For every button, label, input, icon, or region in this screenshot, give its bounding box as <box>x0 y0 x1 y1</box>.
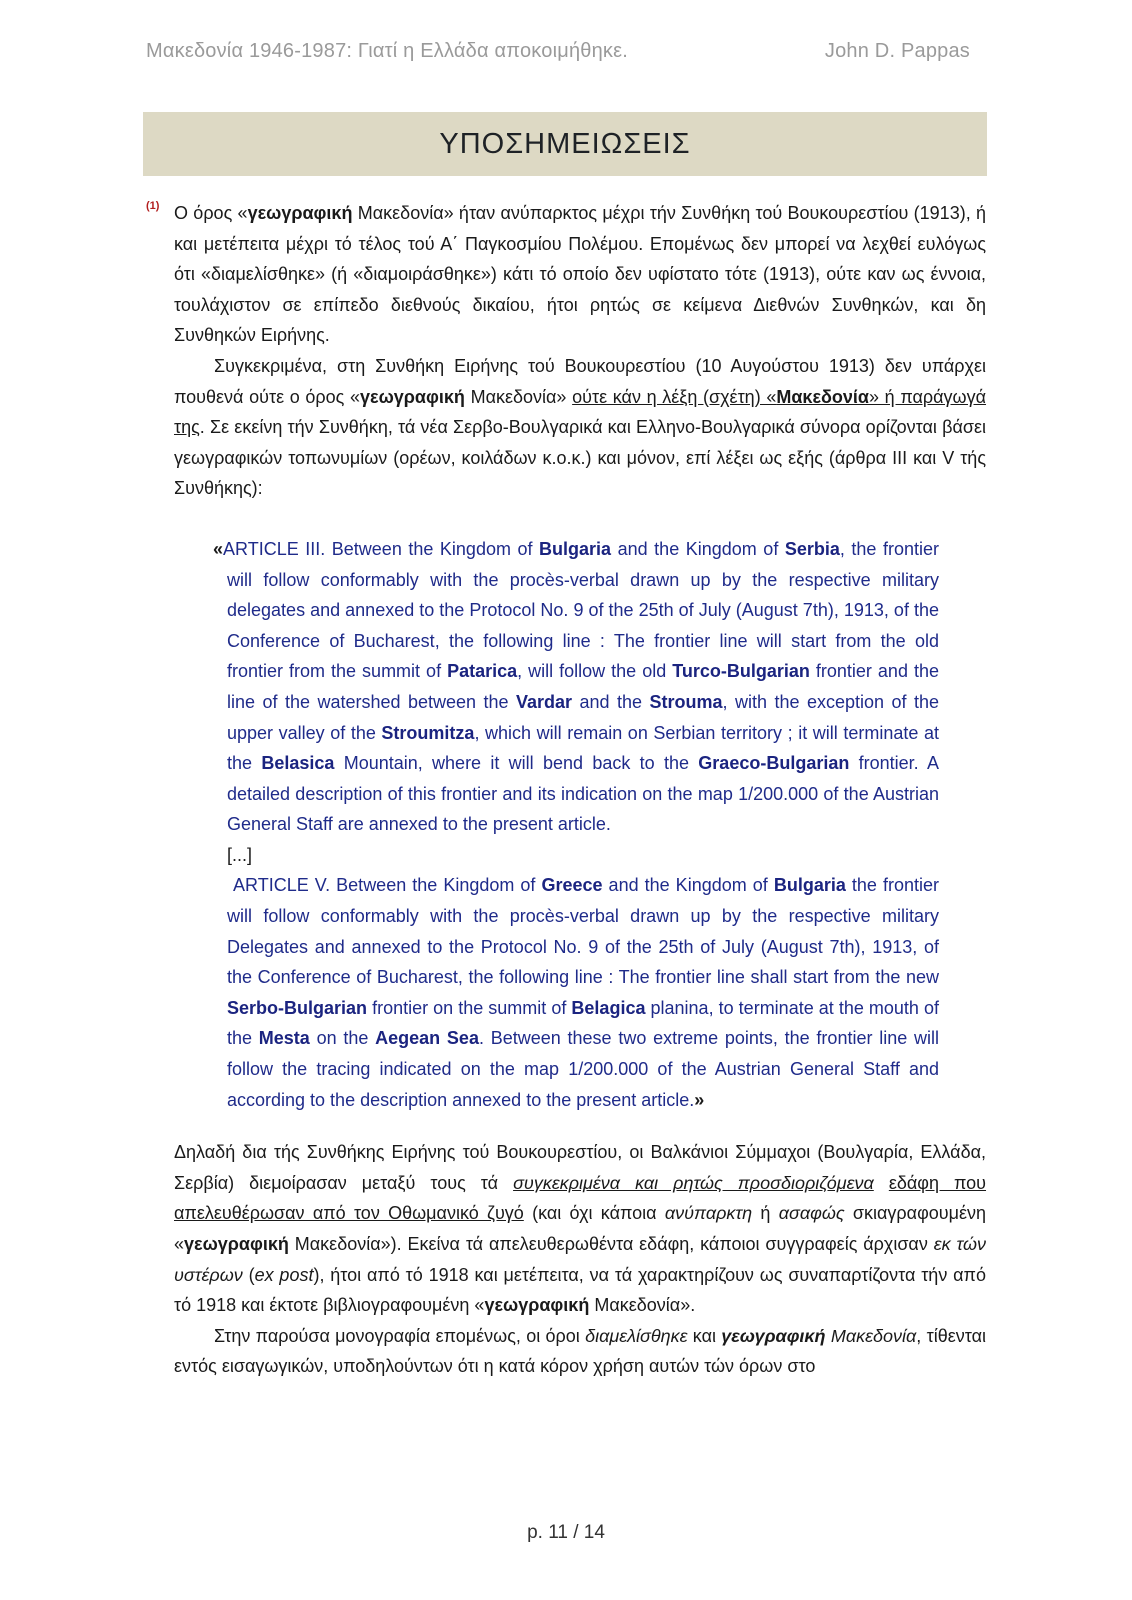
underlined-bold-term: Μακεδονία <box>776 386 869 407</box>
bold-term: γεωγραφική <box>184 1234 289 1254</box>
quote-text-run: frontier on the summit of <box>367 997 572 1018</box>
section-title-band <box>143 112 987 176</box>
paragraph-3 <box>174 1137 986 1321</box>
text-run: ), ήτοι από τό 1918 και μετέπειτα, να τά χαρακτηρίζουν ως συναπαρτίζοντα τήν από τό 1918 και έκτοτε βιβλιογραφουμένη « <box>174 1264 986 1316</box>
quote-text-run: , with the exception of the upper valley of the <box>227 691 939 743</box>
treaty-quote <box>213 534 940 1115</box>
section-title: ΥΠΟΣΗΜΕΙΩΣΕΙΣ <box>439 127 691 160</box>
text-run: Μακεδονία» <box>464 386 573 407</box>
quote-text-run: on the <box>309 1028 376 1049</box>
quote-text-run: the frontier will follow conformably with the procès-verbal drawn up by the respective military Delegates and annexed to the Protocol No. 9 of the 25th of July (August 7th), 1913, of the Conference of Bucharest, the following line : The frontier line shall start from the new <box>227 875 939 988</box>
bold-term: γεωγραφική <box>360 386 465 407</box>
text-run: Στην παρούσα μονογραφία επομένως, οι όροι <box>214 1325 586 1346</box>
underlined-text: » ή παράγωγά της <box>174 386 987 438</box>
place-name: Belagica <box>571 997 646 1018</box>
quote-close-mark: » <box>694 1089 705 1110</box>
paragraph-1 <box>174 198 986 351</box>
quote-text-run: planina, to terminate at the mouth of the <box>227 997 939 1049</box>
book-title-header: Μακεδονία 1946-1987: Γιατί η Ελλάδα αποκοιμήθηκε. <box>146 40 628 62</box>
quote-text-run: frontier and the line of the watershed between the <box>227 661 939 712</box>
text-run: , τίθενται εντός εισαγωγικών, υποδηλούντων ότι η κατά κόρον χρήση αυτών τών όρων στο <box>174 1325 987 1377</box>
place-name: Bulgaria <box>539 538 612 559</box>
quote-text-run: frontier. A detailed description of this frontier and its indication on the map 1/200.000 of the Austrian General Staff are annexed to the present article. <box>227 753 939 835</box>
place-name: Vardar <box>516 691 573 712</box>
italic-text: Μακεδονία <box>825 1325 917 1346</box>
place-name: Greece <box>541 875 603 896</box>
italic-text: ex post <box>254 1264 314 1285</box>
text-run: Ο όρος « <box>174 203 248 223</box>
place-name: Aegean Sea <box>375 1028 479 1049</box>
text-run: Δηλαδή δια τής Συνθήκης Ειρήνης τού Βουκουρεστίου, οι Βαλκάνιοι Σύμμαχοι (Βουλγαρία, Ελλάδα, Σερβία) διεμοίρασαν μεταξύ τους τά <box>174 1142 986 1193</box>
quote-text-run: ARTICLE III. Between the Kingdom of <box>223 538 540 559</box>
quote-text-run: Mountain, where it will bend back to the <box>334 753 699 774</box>
text-run: σκιαγραφουμένη « <box>174 1203 986 1254</box>
text-run: ( <box>242 1264 255 1285</box>
place-name: Belasica <box>261 753 335 774</box>
quote-text-run: and the Kingdom of <box>611 538 785 559</box>
underlined-text: ούτε κάν η λέξη (σχέτη) « <box>572 386 777 407</box>
text-run: Μακεδονία». <box>589 1295 696 1316</box>
text-run: και <box>687 1325 722 1346</box>
place-name: Patarica <box>447 661 518 682</box>
underlined-italic-text: συγκεκριμένα και ρητώς προσδιοριζόμενα <box>513 1172 874 1193</box>
place-name: Turco-Bulgarian <box>672 661 810 682</box>
quote-text-run: and the Kingdom of <box>602 875 774 896</box>
text-run: Μακεδονία»). Εκείνα τά απελευθερωθέντα εδάφη, κάποιοι συγγραφείς άρχισαν <box>288 1234 934 1254</box>
italic-text: ανύπαρκτη <box>664 1203 753 1224</box>
italic-text: διαμελίσθηκε <box>585 1325 688 1346</box>
place-name: Strouma <box>649 691 723 712</box>
place-name: Mesta <box>258 1028 310 1049</box>
text-run: ή <box>752 1203 779 1224</box>
text-run <box>874 1173 889 1193</box>
article-iii-text <box>213 534 940 840</box>
quote-open-mark: « <box>213 538 224 559</box>
quote-text-run: , the frontier will follow conformably with the procès-verbal drawn up by the respective military delegates and annexed to the Protocol No. 9 of the 25th of July (August 7th), 1913, of the Conference of Bucharest, the following line : The frontier line will start from the old frontier from the summit of <box>227 538 940 682</box>
text-run: . Σε εκείνη τήν Συνθήκη, τά νέα Σερβο-Βουλγαρικά και Ελληνο-Βουλγαρικά σύνορα ορίζονται βάσει γεωγραφικών τοπωνυμίων (ορέων, κοιλάδων κ.ο.κ.) και μόνον, επί λέξει ως εξής (άρθρα ΙΙΙ και V τής Συνθήκης): <box>174 417 986 499</box>
paragraph-4 <box>174 1321 986 1382</box>
paragraph-2 <box>174 351 986 504</box>
bold-italic-term: γεωγραφική <box>721 1325 826 1346</box>
quote-text-run: , will follow the old <box>517 661 673 682</box>
quote-text-run: . Between these two extreme points, the frontier line will follow the tracing indicated on the map 1/200.000 of the Austrian General Staff and according to the description annexed to the present article. <box>227 1028 939 1110</box>
text-run: (και όχι κάποια <box>523 1203 665 1224</box>
footnote-marker: (1) <box>146 200 160 212</box>
text-run: Συγκεκριμένα, στη Συνθήκη Ειρήνης τού Βουκουρεστίου (10 Αυγούστου 1913) δεν υπάρχει πουθενά ούτε ο όρος « <box>174 355 986 407</box>
article-v-text <box>227 870 939 1115</box>
place-name: Stroumitza <box>381 722 475 743</box>
document-body <box>174 198 986 1382</box>
author-header: John D. Pappas <box>824 40 970 62</box>
place-name: Serbo-Bulgarian <box>227 997 368 1018</box>
place-name: Serbia <box>784 538 840 559</box>
place-name: Graeco-Bulgarian <box>698 753 850 774</box>
quote-text-run: and the <box>572 691 650 712</box>
page-number: p. 11 / 14 <box>527 1522 605 1543</box>
italic-text: εκ τών υστέρων <box>174 1234 986 1285</box>
text-run: Μακεδονία» ήταν ανύπαρκτος μέχρι τήν Συνθήκη τού Βουκουρεστίου (1913), ή και μετέπειτα μέχρι τό τέλος τού Α΄ Παγκοσμίου Πολέμου. Επομένως δεν μπορεί να λεχθεί ευλόγως ότι «διαμελίσθηκε» (ή «διαμοιράσθηκε») κάτι τό οποίο δεν υφίστατο τότε (1913), ούτε καν ως έννοια, τουλάχιστον σε επίπεδο διεθνούς δικαίου, ήτοι ρητώς σε κείμενα Διεθνών Συνθηκών, και δη Συνθηκών Ειρήνης. <box>174 203 987 346</box>
underlined-text: εδάφη που απελευθέρωσαν από τον Οθωμανικό ζυγό <box>174 1172 987 1224</box>
bold-term: γεωγραφική <box>247 203 353 223</box>
quote-text-run: , which will remain on Serbian territory ; it will terminate at the <box>227 722 939 774</box>
ellipsis: [...] <box>227 844 253 865</box>
bold-term: γεωγραφική <box>484 1295 590 1316</box>
quote-text-run: ARTICLE V. Between the Kingdom of <box>233 875 542 896</box>
italic-text: ασαφώς <box>778 1203 845 1224</box>
place-name: Bulgaria <box>773 875 846 896</box>
